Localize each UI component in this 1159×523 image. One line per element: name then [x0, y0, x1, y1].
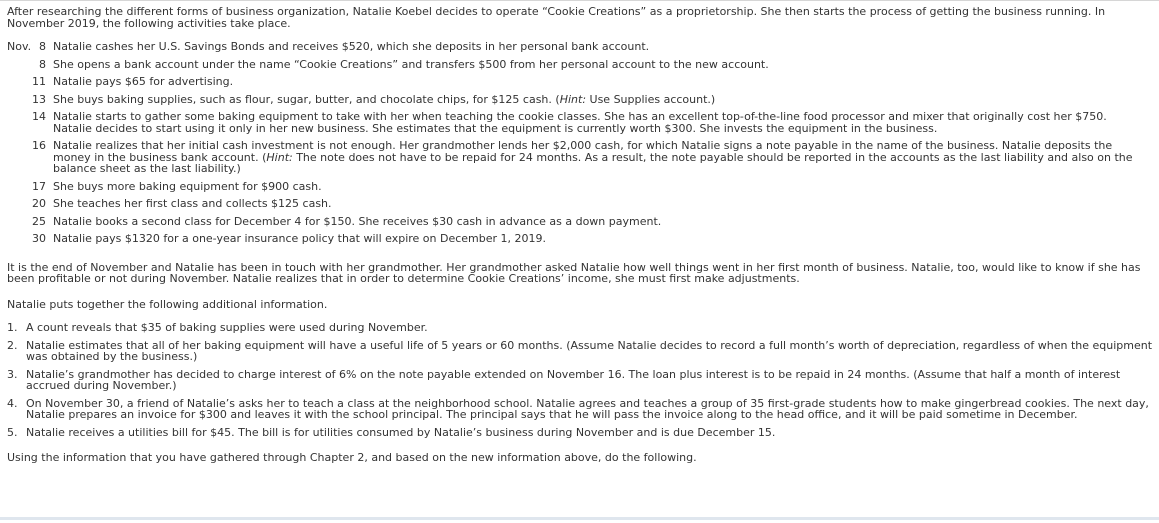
transaction-day: 14	[32, 110, 46, 123]
transaction-text: Natalie books a second class for December 4 for $150. She receives $30 cash in advance as a down payment.	[53, 214, 662, 228]
transaction-row	[7, 140, 1147, 181]
transaction-month	[7, 59, 32, 77]
transaction-description	[53, 94, 1147, 112]
transaction-row	[7, 41, 1147, 59]
transaction-row	[7, 111, 1147, 140]
transaction-description	[53, 59, 1147, 77]
transaction-day: 8	[39, 40, 46, 53]
transaction-day: 11	[32, 75, 46, 88]
transaction-description	[53, 41, 1147, 59]
transaction-text: She teaches her first class and collects $125 cash.	[53, 197, 332, 210]
info-item	[7, 322, 1153, 334]
transaction-day: 25	[32, 214, 46, 228]
transaction-month	[7, 181, 32, 199]
transaction-month	[7, 216, 32, 234]
info-item-number: 2.	[7, 338, 18, 352]
end-of-month-paragraph: It is the end of November and Natalie has been in touch with her grandmother. Her grandmother asked Natalie how well things went in her first month of business. Natalie, too, would like to know if she has been profitable or not during November. Natalie realizes that in order to determine Cookie Creations’ income, she must first make adjustments.	[7, 260, 1141, 285]
transactions-table	[7, 41, 1147, 251]
transaction-description	[53, 140, 1147, 181]
info-item	[7, 398, 1153, 421]
transaction-hint: (Hint: Use Supplies account.)	[555, 92, 716, 106]
transaction-text: Natalie realizes that her initial cash investment is not enough. Her grandmother lends her $2,000 cash, for which Natalie signs a note payable in the name of the business. Natalie deposits the money in the business bank account.	[53, 139, 1113, 164]
problem-content	[7, 6, 1153, 464]
info-item-text: A count reveals that $35 of baking supplies were used during November.	[26, 321, 428, 334]
transaction-month	[7, 198, 32, 216]
info-item-number: 3.	[7, 367, 18, 381]
transaction-text: She opens a bank account under the name “Cookie Creations” and transfers $500 from her personal account to the new account.	[53, 57, 769, 71]
transaction-row	[7, 233, 1147, 251]
transaction-hint: (Hint: The note does not have to be repaid for 24 months. As a result, the note payable should be reported in the accounts as the last liability and also on the balance sheet as the last liability.)	[53, 150, 1133, 175]
transaction-month	[7, 111, 32, 140]
info-item-text: On November 30, a friend of Natalie’s asks her to teach a class at the neighborhood school. Natalie agrees and teaches a group of 35 first-grade students how to make gingerbread cookies. The next day, Natalie prepares an invoice for $300 and leaves it with the school principal. The principal says that he will pass the invoice along to the head office, and it will be paid sometime in December.	[26, 396, 1149, 421]
transaction-day: 16	[32, 139, 46, 152]
transaction-text: Natalie cashes her U.S. Savings Bonds and receives $520, which she deposits in her personal bank account.	[53, 40, 650, 53]
info-item-number: 4.	[7, 396, 18, 410]
info-item-text: Natalie estimates that all of her baking equipment will have a useful life of 5 years or 60 months. (Assume Natalie decides to record a full month’s worth of depreciation, regardless of when the equipment was obtained by the business.)	[26, 338, 1153, 363]
info-item-number: 1.	[7, 321, 18, 334]
transaction-month	[7, 76, 32, 94]
transaction-row	[7, 59, 1147, 77]
info-item-number: 5.	[7, 425, 18, 439]
transaction-row	[7, 94, 1147, 112]
transaction-day: 20	[32, 197, 46, 210]
transaction-description	[53, 233, 1147, 251]
transaction-day: 17	[32, 179, 46, 193]
top-divider	[0, 0, 1159, 1]
transaction-text: Natalie pays $65 for advertising.	[53, 75, 234, 88]
transaction-row	[7, 216, 1147, 234]
transaction-day: 13	[32, 92, 46, 106]
transaction-row	[7, 76, 1147, 94]
additional-info-list	[7, 322, 1153, 438]
transaction-description	[53, 76, 1147, 94]
info-item	[7, 340, 1153, 363]
info-item	[7, 427, 1153, 439]
transaction-text: She buys baking supplies, such as flour, sugar, butter, and chocolate chips, for $125 cash.	[53, 92, 552, 106]
transaction-month	[7, 140, 32, 181]
transaction-description	[53, 216, 1147, 234]
transaction-description	[53, 111, 1147, 140]
intro-paragraph: After researching the different forms of business organization, Natalie Koebel decides to operate “Cookie Creations” as a proprietorship. She then starts the process of getting the business running. In November 2019, the following activities take place.	[7, 5, 1106, 30]
transaction-text: Natalie pays $1320 for a one-year insurance policy that will expire on December 1, 2019.	[53, 232, 547, 245]
transaction-text: She buys more baking equipment for $900 cash.	[53, 179, 322, 193]
transaction-month: Nov.	[7, 40, 32, 53]
closing-instruction: Using the information that you have gathered through Chapter 2, and based on the new information above, do the following.	[7, 451, 697, 464]
transaction-day: 30	[32, 232, 46, 245]
info-item-text: Natalie receives a utilities bill for $45. The bill is for utilities consumed by Natalie’s business during November and is due December 15.	[26, 425, 776, 439]
bottom-divider	[0, 517, 1159, 520]
transaction-row	[7, 198, 1147, 216]
transaction-row	[7, 181, 1147, 199]
info-item-text: Natalie’s grandmother has decided to charge interest of 6% on the note payable extended on November 16. The loan plus interest is to be repaid in 24 months. (Assume that half a month of interest accrued during November.)	[26, 367, 1121, 392]
transaction-day: 8	[39, 57, 46, 71]
transaction-month	[7, 233, 32, 251]
info-item	[7, 369, 1153, 392]
transaction-month	[7, 94, 32, 112]
transaction-text: Natalie starts to gather some baking equipment to take with her when teaching the cookie classes. She has an excellent top-of-the-line food processor and mixer that originally cost her $750. Natalie decides to start using it only in her new business. She estimates that the equipment is currently worth $300. She invests the equipment in the business.	[53, 110, 1107, 135]
additional-info-paragraph: Natalie puts together the following additional information.	[7, 297, 328, 311]
transaction-description	[53, 181, 1147, 199]
transaction-description	[53, 198, 1147, 216]
